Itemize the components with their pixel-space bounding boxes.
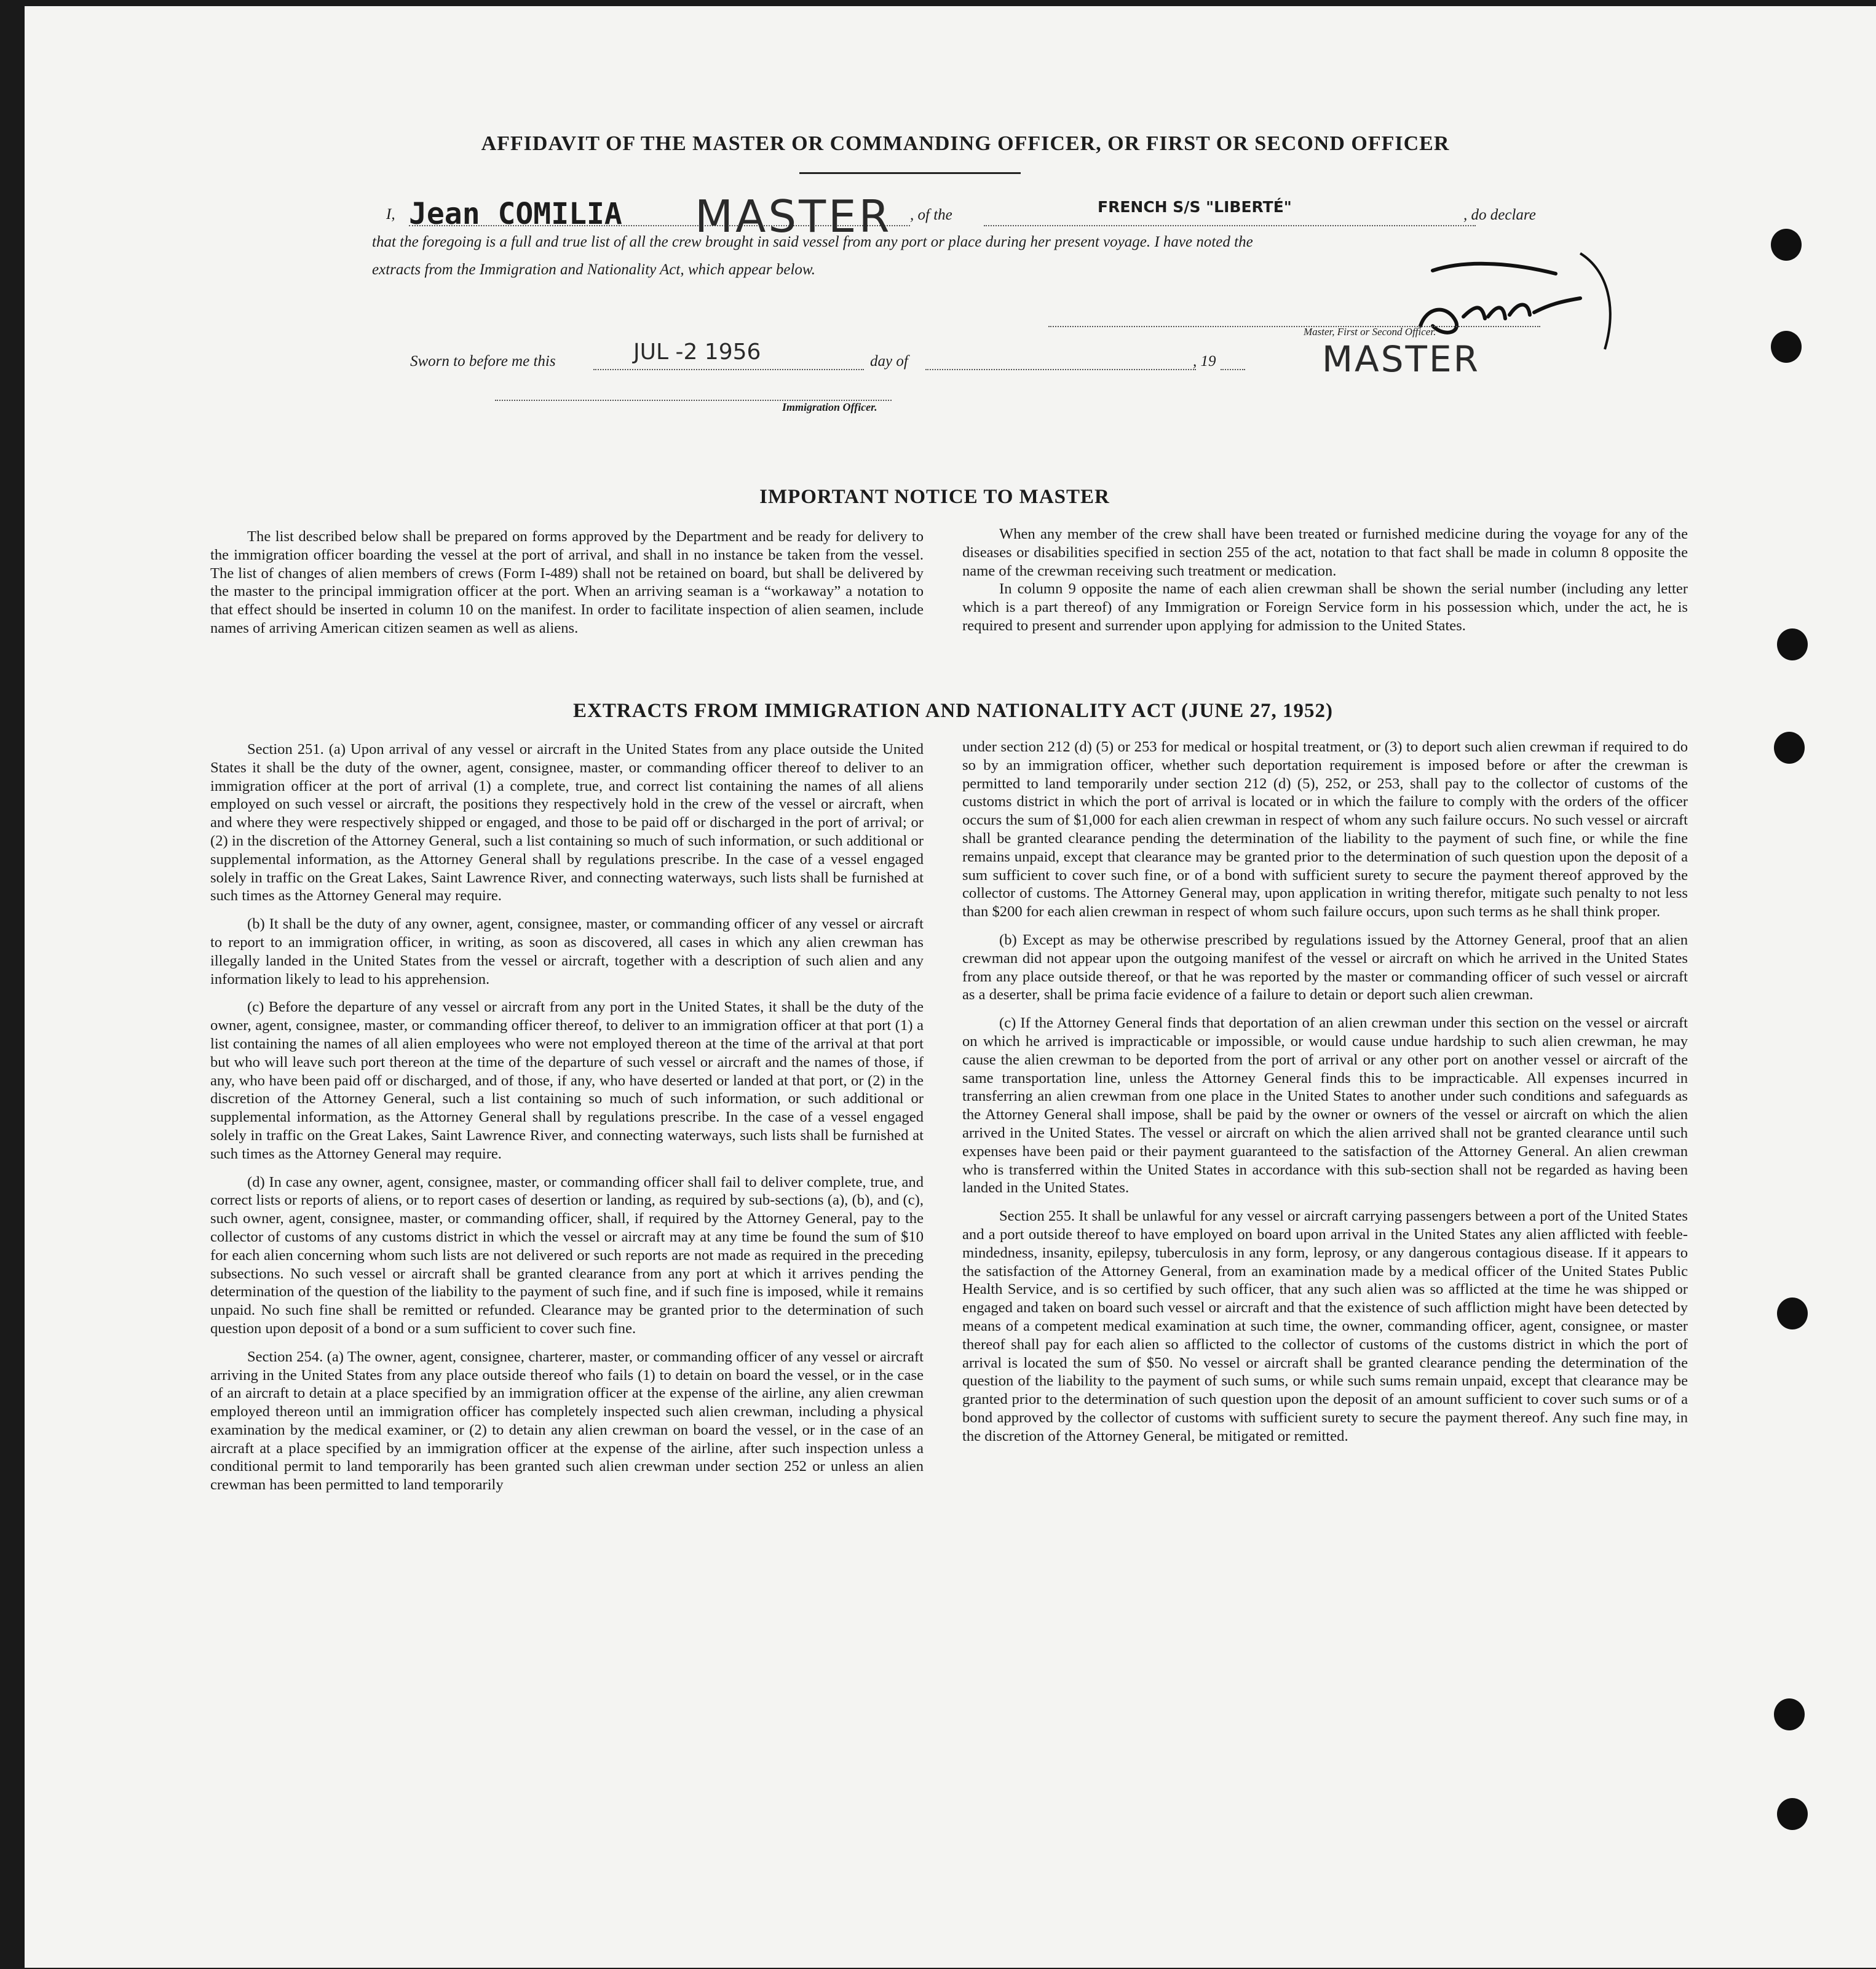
extracts-heading: EXTRACTS FROM IMMIGRATION AND NATIONALITY ACT (JUNE 27, 1952) <box>573 700 1333 722</box>
vessel-line <box>984 225 1476 226</box>
sworn-label: Sworn to before me this <box>410 353 556 370</box>
of-the-label: , of the <box>910 207 952 223</box>
master-name: Jean COMILIA <box>409 197 622 231</box>
sworn-date: JUL -2 1956 <box>633 339 761 365</box>
signature-line <box>1048 326 1540 327</box>
extracts-right-column <box>962 738 1688 1445</box>
binder-hole <box>1771 229 1802 261</box>
section-251b: (b) It shall be the duty of any owner, agent, consignee, master, or commanding officer of any vessel or aircraft to report to an immigration officer, in writing, as soon as discovered, all cases in which any alien crewman has illegally landed in the United States from the vessel or aircraft, together with a description of such alien and any information likely to lead to his apprehension. <box>210 916 924 988</box>
section-254a: Section 254. (a) The owner, agent, consignee, charterer, master, or commanding officer of any vessel or aircraft arriving in the United States from any place outside thereof who fails (1) to detain on board the vessel, or in the case of an aircraft to detain at a place specified by an immigration officer at the expense of the airline, any alien crewman employed thereon until an immigration officer has completely inspected such alien crewman, including a physical examination by the medical examiner, or (2) to detain any alien crewman on board the vessel, or in the case of an aircraft at a place specified by an immigration officer at the expense of the airline, after such inspection unless a conditional permit to land temporarily has been granted such alien crewman under section 252 or unless an alien crewman has been permitted to land temporarily <box>210 1348 924 1494</box>
document-page <box>25 6 1876 1968</box>
section-254c: (c) If the Attorney General finds that deportation of an alien crewman under this section on the vessel or aircraft on which he arrived is impracticable or impossible, or would cause undue hardship to such alien crewman, he may cause the alien crewman to be deported from the port of arrival or any other port on another vessel or aircraft of the same transportation line, unless the Attorney General finds this to be impracticable. All expenses incurred in transferring an alien crewman from one place in the United States to another under such conditions and safeguards as the Attorney General shall impose, shall be paid by the owner or owners of the vessel or aircraft on which the alien arrived in the United States. The vessel or aircraft on which the alien arrived shall not be granted clearance until such expenses have been paid or their payment guaranteed to the satisfaction of the Attorney General. An alien crewman who is transferred within the United States in accordance with this sub-section shall not be regarded as having been landed in the United States. <box>962 1015 1688 1197</box>
section-255: Section 255. It shall be unlawful for any vessel or aircraft carrying passengers between a port of the United States and a port outside thereof to have employed on board upon arrival in the United States any alien afflicted with feeble-mindedness, insanity, epilepsy, tuberculosis in any form, leprosy, or any dangerous contagious disease. If it appears to the satisfaction of the Attorney General, from an examination made by a medical officer of the United States Public Health Service, and is so certified by such officer, that any such alien was so afflicted at the time he was shipped or engaged and taken on board such vessel or aircraft and that the existence of such affliction might have been detected by means of a competent medical examination at such time, the owner, commanding officer, agent, consignee, or master thereof shall pay for each alien so afflicted to the collector of customs of the customs district in which the port of arrival is located the sum of $50. No vessel or aircraft shall be granted clearance pending the determination of the question of the liability to the payment of such sums, or while such sums remain unpaid, except that clearance may be granted prior to the determination of such question upon the deposit of an amount sufficient to cover such sums or of a bond approved by the collector of customs with sufficient surety to secure the payment thereof. Any such fine may, in the discretion of the Attorney General, be mitigated or remitted. <box>962 1208 1688 1444</box>
extracts-left-column <box>210 740 924 1494</box>
binder-hole <box>1777 1798 1808 1830</box>
rank-stamp: MASTER <box>695 191 892 242</box>
year-line <box>1221 369 1245 370</box>
binder-hole <box>1774 732 1805 764</box>
officer-caption: Immigration Officer. <box>782 401 877 413</box>
notice-heading: IMPORTANT NOTICE TO MASTER <box>759 486 1110 508</box>
notice-right-paragraph-1: When any member of the crew shall have been treated or furnished medicine during the voyage for any of the diseases or disabilities specified in section 255 of the act, notation to that fact shall be made in column 8 opposite the name of the crewman receiving such treatment or medication. <box>962 526 1688 579</box>
binder-hole <box>1774 1698 1805 1730</box>
declaration-line-2: extracts from the Immigration and Nationality Act, which appear below. <box>372 261 815 278</box>
day-of-label: day of <box>870 353 908 370</box>
month-line <box>925 369 1196 370</box>
notice-right-column <box>962 525 1688 635</box>
sworn-date-line <box>593 369 864 370</box>
section-254b: (b) Except as may be otherwise prescribed by regulations issued by the Attorney General, proof that an alien crewman did not appear upon the outgoing manifest of the vessel or aircraft on which he arrived in the United States from any place outside thereof, or that he was reported by the master or commanding officer of such vessel or aircraft as a deserter, shall be prima facie evidence of a failure to detain or deport such alien crewman. <box>962 931 1688 1004</box>
affidavit-title: AFFIDAVIT OF THE MASTER OR COMMANDING OFFICER, OR FIRST OR SECOND OFFICER <box>481 132 1450 155</box>
do-declare-label: , do declare <box>1463 207 1536 223</box>
signature-stamp: MASTER <box>1322 338 1480 380</box>
signature-caption: Master, First or Second Officer. <box>1304 326 1436 338</box>
year-label: , 19 <box>1193 353 1216 370</box>
binder-hole <box>1777 628 1808 660</box>
section-251d: (d) In case any owner, agent, consignee, master, or commanding officer shall fail to deliver complete, true, and correct lists or reports of aliens, or to report cases of desertion or landing, as required by sub-sections (a), (b), and (c), such owner, agent, consignee, master, or commanding officer, shall, if required by the Attorney General, pay to the collector of customs of any customs district in which the vessel or aircraft may at any time be found the sum of $10 for each alien concerning whom such lists are not delivered or such reports are not made as required in the preceding subsections. No such vessel or aircraft shall be granted clearance from any port at which it arrives pending the determination of the question of the liability to the payment of such fine, and if such fine is imposed, while it remains unpaid. No such fine shall be remitted or refunded. Clearance may be granted prior to the determination of such question upon deposit of a bond or a sum sufficient to cover such fine. <box>210 1173 924 1337</box>
notice-right-paragraph-2: In column 9 opposite the name of each alien crewman shall be shown the serial number (including any letter which is a part thereof) of any Immigration or Foreign Service form in his possession which, under the act, he is required to present and surrender upon applying for admission to the United States. <box>962 580 1688 634</box>
section-251a: Section 251. (a) Upon arrival of any vessel or aircraft in the United States from any place outside the United States it shall be the duty of the owner, agent, consignee, master, or commanding officer thereof to deliver to an immigration officer at the port of arrival (1) a complete, true, and correct list containing the names of all aliens employed on such vessel or aircraft, the positions they respectively hold in the crew of the vessel or aircraft, when and where they were respectively shipped or engaged, and those to be paid off or discharged in the port of arrival; or (2) in the discretion of the Attorney General, such a list containing so much of such information, or such additional or supplemental information, as the Attorney General shall by regulations prescribe. In the case of a vessel engaged solely in traffic on the Great Lakes, Saint Lawrence River, and connecting waterways, such lists shall be furnished at such times as the Attorney General may require. <box>210 741 924 905</box>
binder-hole <box>1771 331 1802 363</box>
binder-hole <box>1777 1297 1808 1329</box>
section-251c: (c) Before the departure of any vessel or aircraft from any port in the United States, it shall be the duty of the owner, agent, consignee, master, or commanding officer thereof, to deliver to an immigration officer at that port (1) a list containing the names of all alien employees who were not employed thereon at the time of the arrival at that port but who will leave such port thereon at the time of the departure of such vessel or aircraft and the names of those, if any, who have been paid off or discharged, and of those, if any, who have deserted or landed at that port, or (2) in the discretion of the Attorney General, such a list containing so much of such information, or such additional or supplemental information, as the Attorney General shall by regulations prescribe. In the case of a vessel engaged solely in traffic on the Great Lakes, Saint Lawrence River, and connecting waterways, such lists shall be furnished at such times as the Attorney General may require. <box>210 999 924 1162</box>
title-rule <box>799 172 1021 174</box>
vessel-name: FRENCH S/S "LIBERTÉ" <box>1098 198 1292 216</box>
section-254a-continued: under section 212 (d) (5) or 253 for medical or hospital treatment, or (3) to deport such alien crewman if required to do so by an immigration officer, whether such deportation requirement is imposed before or after the crewman is permitted to land temporarily under section 212 (d) (5), 252, or 253, shall pay to the collector of customs of the customs district in which the port of arrival is located or in which the failure to comply with the orders of the officer occurs the sum of $1,000 for each alien crewman in respect of whom any such failure occurs. No such vessel or aircraft shall be granted clearance pending the determination of the liability to the payment of such fine, or while the fine remains unpaid, except that clearance may be granted prior to the determination of such question upon the deposit of a sum sufficient to cover such fine, or of a bond with sufficient surety to secure the payment thereof approved by the collector of customs. The Attorney General may, upon application in writing therefor, mitigate such penalty to not less than $200 for each alien crewman in respect of whom such failure occurs, upon such terms as he shall think proper. <box>962 739 1688 921</box>
declaration-line-1: that the foregoing is a full and true list of all the crew brought in said vessel from any port or place during her present voyage. I have noted the <box>372 234 1253 250</box>
i-label: I, <box>386 206 395 223</box>
notice-left-paragraph: The list described below shall be prepared on forms approved by the Department and be ready for delivery to the immigration officer boarding the vessel at the port of arrival, and shall in no instance be taken from the vessel. The list of changes of alien members of crews (Form I-489) shall not be retained on board, but shall be delivered by the master to the principal immigration officer at the port. When an arriving seaman is a “workaway” a notation to that effect should be inserted in column 10 on the manifest. In order to facilitate inspection of alien seamen, include names of arriving American citizen seamen as well as aliens. <box>210 528 924 636</box>
notice-left-column <box>210 528 924 638</box>
